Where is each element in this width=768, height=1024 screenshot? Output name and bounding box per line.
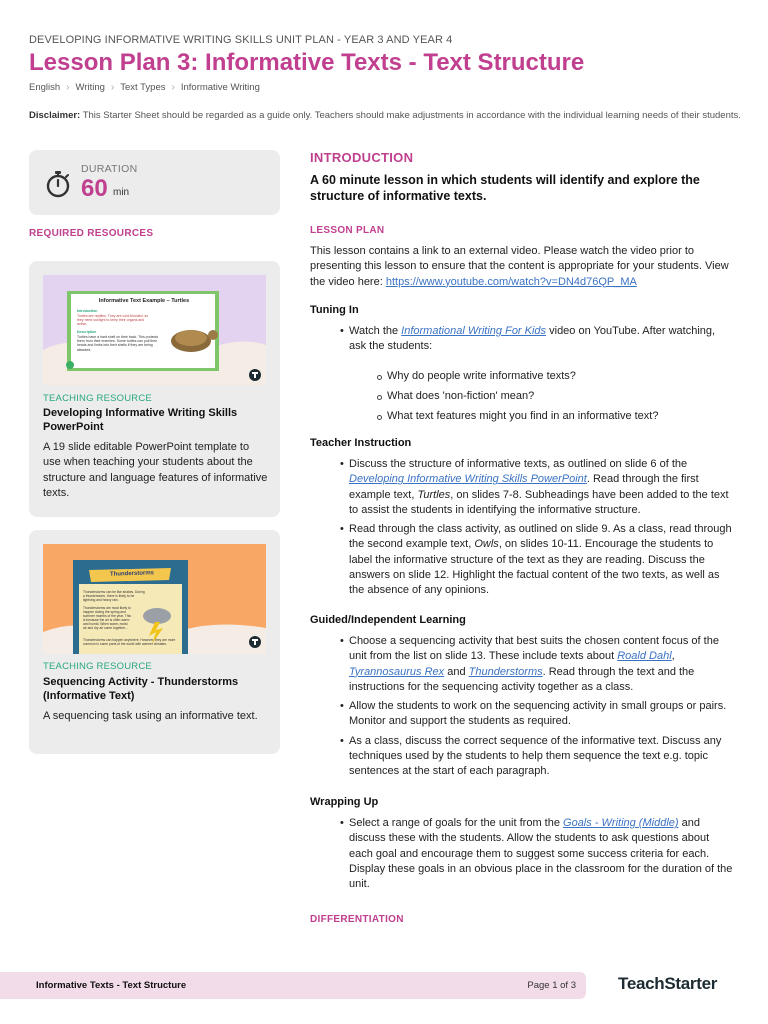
list-item: • Allow the students to work on the sequencing activity in small groups or pairs. Monitor and support the students as required. xyxy=(310,699,735,730)
differentiation-heading: DIFFERENTIATION xyxy=(310,914,404,925)
page-title: Lesson Plan 3: Informative Texts - Text Structure xyxy=(29,49,585,76)
thumb-body: Thunderstorms can be like shakes. During a thunderstorm, there is likely to be lightning and heavy rain. xyxy=(83,590,145,602)
duration-unit: min xyxy=(113,187,130,198)
thumb-body: Thunderstorms are most likely to happen during the spring and summer months of the year. This is because the air is often warm and humid. When warm, moist air and dry air come together... xyxy=(83,606,131,630)
teachstarter-logo[interactable]: TeachStarter xyxy=(618,974,718,993)
thumb-body: Thunderstorms can happen anywhere. However, they are more common in some parts of the world with warmer climates. xyxy=(83,638,176,646)
tuning-in-list xyxy=(310,324,735,359)
resource-card-sequencing[interactable] xyxy=(29,530,280,754)
breadcrumb-item-informative-writing[interactable]: Informative Writing xyxy=(180,82,260,93)
introduction-lead: A 60 minute lesson in which students will identify and explore the structure of informative texts. xyxy=(310,173,700,203)
guided-learning-heading: Guided/Independent Learning xyxy=(310,614,466,626)
list-item xyxy=(310,522,735,598)
footer-bar xyxy=(0,972,586,999)
text: , on slides 7-8. Subheadings have been added to the text to assist the students in identifying the informative structure. xyxy=(349,488,729,516)
breadcrumb-item-writing[interactable]: Writing xyxy=(75,82,105,93)
text: , xyxy=(671,650,675,663)
list-item: • As a class, discuss the correct sequence of the informative text. Discuss any techniques used by the students to help them sequence the text e.g. topic sentences at the start of each paragraph. xyxy=(310,734,735,780)
chevron-right-icon: › xyxy=(110,82,115,93)
text: Owls xyxy=(474,538,499,551)
text: Turtles xyxy=(417,488,451,501)
resource-thumbnail[interactable] xyxy=(43,275,266,385)
list-item xyxy=(310,324,735,355)
resource-tag: TEACHING RESOURCE xyxy=(43,661,152,672)
tyrannosaurus-rex-link[interactable]: Tyrannosaurus Rex xyxy=(349,665,445,678)
text: Discuss the structure of informative texts, as outlined on slide 6 of the xyxy=(349,458,688,470)
text: video on YouTube. After watching, ask the students: xyxy=(349,325,716,353)
chevron-right-icon: › xyxy=(66,82,70,93)
text: Read through the class activity, as outlined on slide 9. As a class, read through the second example text, xyxy=(349,523,732,551)
wrapping-up-list xyxy=(310,816,735,896)
chevron-right-icon: › xyxy=(171,82,175,93)
resource-card-powerpoint[interactable] xyxy=(29,261,280,517)
tuning-in-questions xyxy=(310,369,735,429)
resource-description: A sequencing task using an informative text. xyxy=(43,710,258,722)
resource-tag: TEACHING RESOURCE xyxy=(43,393,152,404)
text: Select a range of goals for the unit from the xyxy=(349,817,564,829)
powerpoint-link[interactable]: Developing Informative Writing Skills PowerPoint xyxy=(349,473,587,486)
thumb-title: Informative Text Example – Turtles xyxy=(98,298,190,304)
text: Choose a sequencing activity that best suits the chosen content focus of the unit from the list on slide 13. These include texts about xyxy=(349,635,719,663)
stopwatch-icon xyxy=(45,170,71,198)
thumb-title: Thunderstorms xyxy=(109,570,155,578)
teacher-instruction-heading: Teacher Instruction xyxy=(310,437,412,449)
text: , on slides 10-11. Encourage the students to label the informative structure of the text as they are reading. Discuss the answers on slide 12. Highlight the factual content of the two texts, as well as the absence of any opinions. xyxy=(349,538,720,597)
list-item xyxy=(310,634,735,695)
disclaimer-label: Disclaimer: xyxy=(29,110,81,121)
thumb-subheading: Description xyxy=(77,330,97,334)
list-item: Why do people write informative texts? xyxy=(310,369,735,384)
introduction-heading: INTRODUCTION xyxy=(310,150,414,165)
required-resources-heading: REQUIRED RESOURCES xyxy=(29,228,154,239)
list-item: What does 'non-fiction' mean? xyxy=(310,389,735,404)
resource-title[interactable]: Developing Informative Writing Skills PowerPoint xyxy=(43,407,238,433)
thumb-body: Turtles are reptiles. They are cold-blooded, so they need sunlight to keep their organs and active. xyxy=(77,314,149,327)
lesson-plan-heading: LESSON PLAN xyxy=(310,225,385,236)
goals-writing-link[interactable]: Goals - Writing (Middle) xyxy=(563,817,679,829)
guided-learning-list xyxy=(310,634,735,784)
text: . Read through the text and the instructions for the sequencing activity together as a class. xyxy=(349,665,695,693)
breadcrumb xyxy=(29,82,260,93)
thunderstorms-link[interactable]: Thunderstorms xyxy=(468,665,543,678)
unit-title: DEVELOPING INFORMATIVE WRITING SKILLS UNIT PLAN - YEAR 3 AND YEAR 4 xyxy=(29,34,453,46)
duration-box xyxy=(29,150,280,215)
resource-description: A 19 slide editable PowerPoint template to use when teaching your students about the structure and language features of informative texts. xyxy=(43,441,268,499)
thumb-body: Turtles have a hard shell on their back. This protects them from their enemies. Some turtles can pull their heads and limbs into their shells if they are being attacked. xyxy=(77,335,159,352)
duration-value: 60 xyxy=(81,175,108,202)
introduction-text xyxy=(310,244,735,290)
teacher-instruction-list xyxy=(310,457,735,603)
disclaimer xyxy=(29,109,741,122)
breadcrumb-item-text-types[interactable]: Text Types xyxy=(120,82,166,93)
roald-dahl-link[interactable]: Roald Dahl xyxy=(617,650,672,663)
text: and xyxy=(444,665,469,678)
footer-title: Informative Texts - Text Structure xyxy=(36,980,187,991)
resource-title[interactable]: Sequencing Activity - Thunderstorms (Informative Text) xyxy=(43,676,239,702)
text: . Read through the first example text, xyxy=(349,473,699,501)
breadcrumb-item-english[interactable]: English xyxy=(29,82,61,93)
page-number: Page 1 of 3 xyxy=(527,980,576,991)
text: and discuss these with the students. Allow the students to ask questions about each goal and encourage them to suggest some success criteria for each. Display these goals in an obvious place in the classroom for the duration of the unit. xyxy=(349,817,733,891)
thumb-subheading: Introduction xyxy=(77,309,98,313)
duration-label: DURATION xyxy=(81,163,138,175)
list-item xyxy=(310,816,735,892)
intro-text: This lesson contains a link to an external video. Please watch the video prior to presenting this lesson to ensure that the content is appropriate for your students. View the video here: xyxy=(310,245,729,288)
disclaimer-text: This Starter Sheet should be regarded as a guide only. Teachers should make adjustments in accordance with the individual learning needs of their students. xyxy=(82,110,741,121)
resource-thumbnail[interactable] xyxy=(43,544,266,654)
informational-writing-video-link[interactable]: Informational Writing For Kids xyxy=(401,325,547,337)
list-item: What text features might you find in an informative text? xyxy=(310,409,735,424)
text: Watch the xyxy=(349,325,402,337)
tuning-in-heading: Tuning In xyxy=(310,304,359,316)
list-item xyxy=(310,457,735,518)
video-link[interactable]: https://www.youtube.com/watch?v=DN4d76QP_MA xyxy=(385,275,637,288)
wrapping-up-heading: Wrapping Up xyxy=(310,796,379,808)
